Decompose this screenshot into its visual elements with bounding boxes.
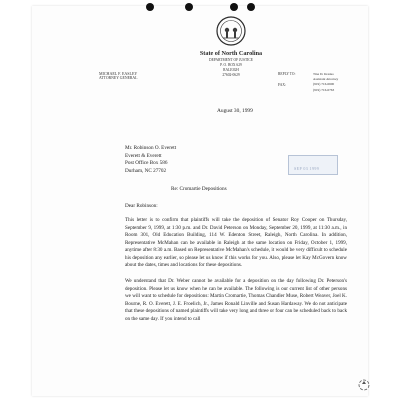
body-paragraph-2: We understand that Dr. Weber cannot be available for a deposition on the day following Dr. Peterson's deposition. Please let us know when he can be available. The following is our current list of other persons we will want to schedule for depositions: Martin Cromartie, Thomas Chandler Muse, Robert Weaver, Joel K. Bourne, R. O. Everett, J. E. Froelich, Jr., James Ronald Linville and Susan Hardaway. We do not anticipate that these depositions of named plaintiffs will take very long and three or four can be scheduled back to back on the same day. If you intend to call [125, 278, 348, 322]
reply-to-label: REPLY TO: [278, 72, 296, 76]
contact-line: (919) 716-6600 [313, 82, 335, 87]
letter-date: August 30, 1999 [217, 108, 253, 114]
letter-page [32, 6, 368, 396]
department-block [179, 58, 283, 78]
received-stamp [288, 155, 338, 175]
reply-to-block [278, 72, 295, 89]
contact-block [313, 72, 338, 93]
subject-line: Re: Cromartie Depositions [171, 186, 227, 192]
salutation: Dear Robinson: [125, 203, 158, 209]
contact-line: (919) 716-6763 [313, 87, 335, 92]
punch-hole [247, 3, 255, 11]
sender-name: MICHAEL F. EASLEY [99, 71, 138, 76]
address-line: Everett & Everett [125, 152, 162, 159]
state-seal-icon [216, 16, 246, 46]
received-stamp-date: SEP 03 1999 [294, 166, 320, 171]
punch-hole [230, 3, 238, 11]
department-line: DEPARTMENT OF JUSTICE [209, 58, 253, 62]
sender-block [99, 71, 138, 80]
state-name: State of North Carolina [199, 50, 263, 57]
punch-hole [185, 3, 193, 11]
address-line: Post Office Box 586 [125, 160, 168, 167]
recipient-address [125, 145, 176, 175]
address-line: Durham, NC 27702 [125, 167, 167, 174]
sender-title: ATTORNEY GENERAL [99, 76, 138, 80]
address-line: Mr. Robinson O. Everett [125, 145, 177, 151]
recycle-icon [358, 379, 370, 391]
department-line: 27602-0629 [222, 73, 240, 77]
punch-hole [146, 3, 154, 11]
contact-line: Assistant Attorney [313, 77, 339, 82]
department-line: P. O. BOX 629 [220, 63, 242, 67]
contact-line: Tina D. Krasko [313, 72, 334, 76]
department-line: RALEIGH [223, 68, 239, 72]
fax-label: FAX: [278, 83, 286, 87]
body-paragraph-1: This letter is to confirm that plaintiffs will take the deposition of Senator Roy Cooper on Thursday, September 9, 1999, at 1:30 p.m. and Dr. David Peterson on Monday, September 20, 1999, at 11:30 a.m., in Room 301, Old Education Building, 114 W. Edenton Street, Raleigh, North Carolina. In addition, Representative McMahan can be available in Raleigh at the same location on Friday, October 1, 1999, anytime after 8:30 a.m. Based on Representative McMahan's schedule, it would be very difficult to schedule his deposition any earlier, so please let us know if this works for you. Also, please let Kay McGovern know about the dates, times and locations for these depositions. [125, 217, 347, 268]
